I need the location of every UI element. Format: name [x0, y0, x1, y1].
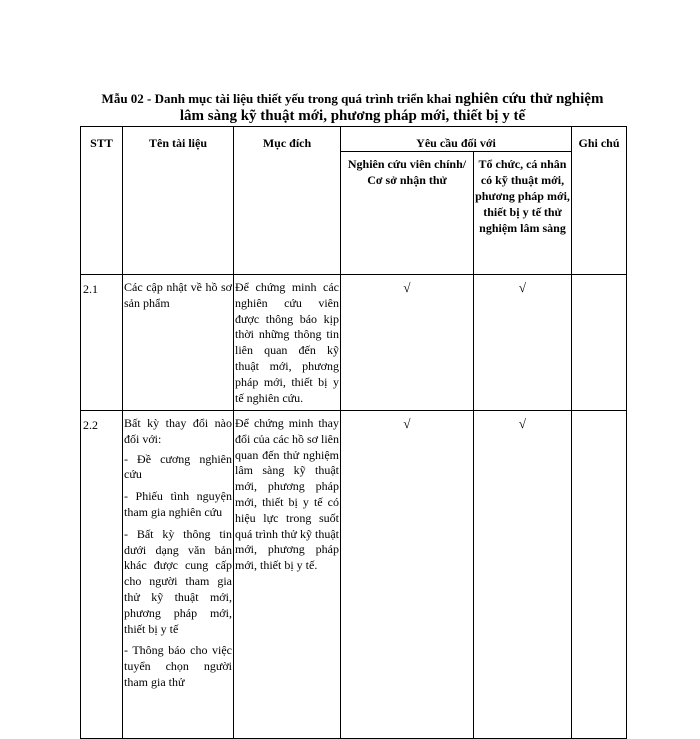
title-line-2: lâm sàng kỹ thuật mới, phương pháp mới, thiết bị y tế: [179, 108, 526, 124]
subheader-organization: Tổ chức, cá nhân có kỹ thuật mới, phương pháp mới, thiết bị y tế thử nghiệm lâm sàng: [474, 152, 572, 275]
table-row: [81, 275, 627, 411]
header-purpose: Mục đích: [234, 127, 341, 275]
row-note: [572, 275, 627, 411]
list-item: - Phiếu tình nguyện tham gia nghiên cứu: [124, 489, 232, 519]
row-note: [572, 411, 627, 739]
list-item: - Thông báo cho việc tuyển chọn người tham gia thử: [124, 643, 232, 689]
row-document-name: Các cập nhật về hồ sơ sản phẩm: [123, 275, 234, 411]
row-stt: 2.1: [81, 275, 123, 411]
list-item: - Đề cương nghiên cứu: [124, 451, 232, 482]
row-stt: 2.2: [81, 411, 123, 739]
row-purpose: Để chứng minh thay đổi của các hồ sơ liên quan đến thử nghiệm lâm sàng kỹ thuật mới, phương pháp mới, thiết bị y tế có hiệu lực trong suốt quá trình thử kỹ thuật mới, phương pháp mới, thiết bị y tế.: [234, 411, 341, 739]
title-emphasis: nghiên cứu thử nghiệm: [451, 91, 604, 107]
header-document-name: Tên tài liệu: [123, 127, 234, 275]
documents-table: [80, 126, 627, 739]
subheader-researcher: Nghiên cứu viên chính/ Cơ sở nhận thử: [341, 152, 474, 275]
list-item: Bất kỳ thay đổi nào đối với:: [124, 416, 232, 446]
row-document-name: [123, 411, 234, 739]
table-header-row: [81, 127, 627, 152]
row-check-researcher: √: [341, 275, 474, 411]
title-prefix: Mẫu 02 - Danh mục tài liệu thiết yếu trong quá trình triển khai: [101, 91, 452, 106]
title-line-1: [80, 90, 625, 108]
row-check-organization: √: [474, 275, 572, 411]
list-item: - Bất kỳ thông tin dưới dạng văn bản khác được cung cấp cho người tham gia thử kỹ thuật mới, phương pháp mới, thiết bị y tế: [124, 526, 232, 636]
table-row: [81, 411, 627, 739]
row-check-organization: √: [474, 411, 572, 739]
document-title: [80, 90, 625, 125]
header-requirement: Yêu cầu đối với: [341, 127, 572, 152]
row-purpose: Để chứng minh các nghiên cứu viên được thông báo kịp thời những thông tin liên quan đến kỹ thuật mới, phương pháp mới, thiết bị y tế nghiên cứu.: [234, 275, 341, 411]
row-check-researcher: √: [341, 411, 474, 739]
header-stt: STT: [81, 127, 123, 275]
header-note: Ghi chú: [572, 127, 627, 275]
